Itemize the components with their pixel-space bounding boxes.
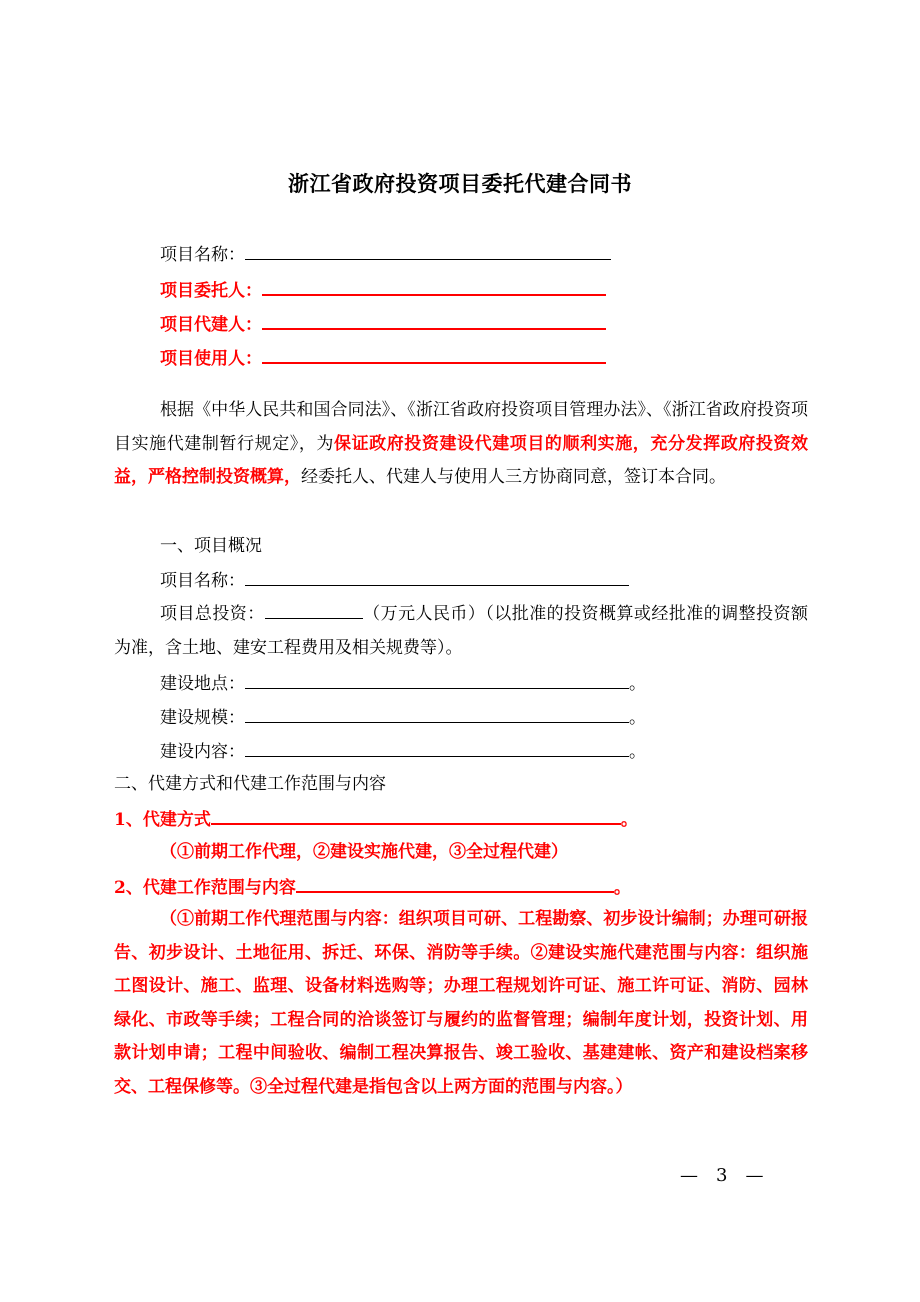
- section2-item2-blank[interactable]: [296, 874, 614, 893]
- section1-investment-label: 项目总投资：: [160, 604, 265, 624]
- section1-project-name-blank[interactable]: [245, 568, 629, 586]
- section1-project-name-row: [160, 568, 629, 593]
- header-entrustor-row: [160, 277, 606, 303]
- section2-item2-label: 2、代建工作范围与内容: [114, 878, 296, 898]
- header-user-label: 项目使用人：: [160, 349, 262, 369]
- section1-content-row: [160, 739, 646, 764]
- header-agent-blank[interactable]: [262, 311, 606, 330]
- section2-item2-period: 。: [613, 878, 631, 898]
- section1-scale-blank[interactable]: [245, 705, 629, 723]
- section1-scale-label: 建设规模：: [160, 708, 245, 728]
- section1-location-blank[interactable]: [245, 671, 629, 689]
- header-project-name-blank[interactable]: [245, 242, 611, 260]
- header-project-name-label: 项目名称：: [160, 245, 245, 265]
- page-number: — 3 —: [680, 1165, 764, 1186]
- section1-investment-blank[interactable]: [265, 601, 363, 619]
- section2-item1-row: [114, 806, 638, 832]
- section2-item2-row: [114, 874, 631, 900]
- preamble-text-3: 经委托人、代建人与使用人三方协商同意，签订本合同。: [301, 467, 726, 487]
- section1-content-label: 建设内容：: [160, 742, 245, 762]
- section1-content-blank[interactable]: [245, 739, 629, 757]
- header-entrustor-blank[interactable]: [262, 277, 606, 296]
- preamble-text-1: 根据《中华人民共和国合同法》、《浙江省政府投资项目管理办法》、《浙江省政府投资项目实施代建制暂行规定》，为: [114, 400, 808, 454]
- section1-location-row: [160, 671, 646, 696]
- section1-investment-text: （万元人民币）（以批准的投资概算或经批准的调整投资额为准，含土地、建安工程费用及相关规费等）。: [114, 604, 808, 658]
- section2-item1-blank[interactable]: [211, 806, 621, 825]
- section1-scale-row: [160, 705, 646, 730]
- header-user-blank[interactable]: [262, 345, 606, 364]
- section2-item2-paragraph: （①前期工作代理范围与内容：组织项目可研、工程勘察、初步设计编制；办理可研报告、初步设计、土地征用、拆迁、环保、消防等手续。②建设实施代建范围与内容：组织施工图设计、施工、监理、设备材料选购等；办理工程规划许可证、施工许可证、消防、园林绿化、市政等手续；工程合同的洽谈签订与履约的监督管理；编制年度计划，投资计划、用款计划申请；工程中间验收、编制工程决算报告、竣工验收、基建建帐、资产和建设档案移交、工程保修等。③全过程代建是指包含以上两方面的范围与内容。）: [114, 909, 808, 1097]
- section2-item1-label: 1、代建方式: [114, 810, 211, 830]
- section1-heading: 一、项目概况: [160, 536, 262, 556]
- header-agent-label: 项目代建人：: [160, 315, 262, 335]
- preamble-text-red: 保证政府投资建设代建项目的顺利实施，充分发挥政府投资效益，严格控制投资概算，: [114, 433, 808, 487]
- section1-location-period: 。: [629, 674, 646, 694]
- header-entrustor-label: 项目委托人：: [160, 281, 262, 301]
- section1-scale-period: 。: [629, 708, 646, 728]
- section2-item1-period: 。: [620, 810, 638, 830]
- header-agent-row: [160, 311, 606, 337]
- section1-location-label: 建设地点：: [160, 674, 245, 694]
- preamble-paragraph: [114, 394, 808, 495]
- document-title: 浙江省政府投资项目委托代建合同书: [288, 171, 632, 196]
- header-project-name-row: [160, 242, 611, 267]
- section2-heading: 二、代建方式和代建工作范围与内容: [114, 774, 386, 794]
- section1-investment-paragraph: [114, 598, 808, 665]
- section2-item1-options: （①前期工作代理，②建设实施代建，③全过程代建）: [160, 842, 568, 862]
- section1-project-name-label: 项目名称：: [160, 571, 245, 591]
- section1-content-period: 。: [629, 742, 646, 762]
- header-user-row: [160, 345, 606, 371]
